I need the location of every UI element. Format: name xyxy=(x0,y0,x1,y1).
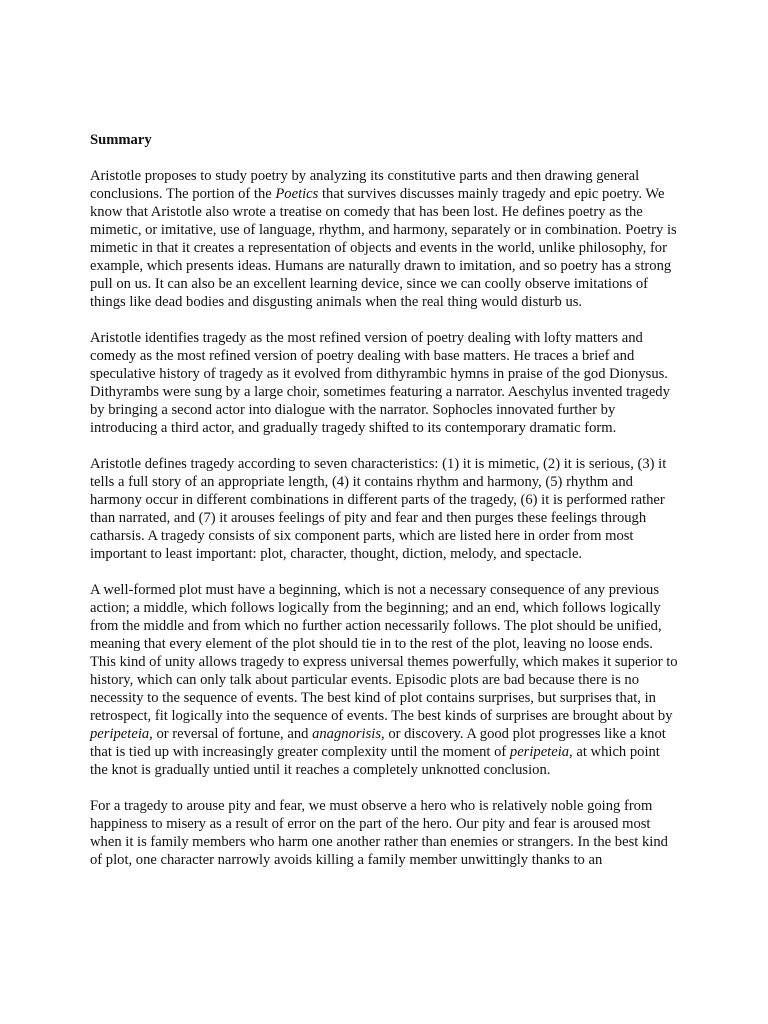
text-span: Aristotle identifies tragedy as the most refined version of poetry dealing with lofty matters and comedy as the most refined version of poetry dealing with base matters. He traces a brief and speculative history of tragedy as it evolved from dithyrambic hymns in praise of the god Dionysus. Dithyrambs were sung by a large choir, sometimes featuring a narrator. Aeschylus invented tragedy by bringing a second actor into dialogue with the narrator. Sophocles innovated further by introducing a third actor, and gradually tragedy shifted to its contemporary dramatic form. xyxy=(90,330,670,436)
paragraph-1 xyxy=(90,167,680,311)
text-span: Aristotle proposes to study poetry by analyzing its constitutive parts and then drawing general conclusions. The portion of the xyxy=(90,168,640,202)
text-span: that survives discusses mainly tragedy and epic poetry. We know that Aristotle also wrote a treatise on comedy that has been lost. He defines poetry as the mimetic, or imitative, use of language, rhythm, and harmony, separately or in combination. Poetry is mimetic in that it creates a representation of objects and events in the world, unlike philosophy, for example, which presents ideas. Humans are naturally drawn to imitation, and so poetry has a strong pull on us. It can also be an excellent learning device, since we can coolly observe imitations of things like dead bodies and disgusting animals when the real thing would disturb us. xyxy=(90,186,677,310)
paragraph-2 xyxy=(90,329,680,437)
paragraph-3 xyxy=(90,455,680,563)
text-span: or reversal of fortune, and xyxy=(152,726,313,742)
paragraph-5 xyxy=(90,797,680,869)
document-page xyxy=(90,131,680,887)
text-span: A well-formed plot must have a beginning, which is not a necessary consequence of any previous action; a middle, which follows logically from the beginning; and an end, which follows logically from the middle and from which no further action necessarily follows. The plot should be unified, meaning that every element of the plot should tie in to the rest of the plot, leaving no loose ends. This kind of unity allows tragedy to express universal themes powerfully, which makes it superior to history, which can only talk about particular events. Episodic plots are bad because there is no necessity to the sequence of events. The best kind of plot contains surprises, but surprises that, in retrospect, fit logically into the sequence of events. The best kinds of surprises are brought about by xyxy=(90,582,678,724)
text-span: For a tragedy to arouse pity and fear, we must observe a hero who is relatively noble going from happiness to misery as a result of error on the part of the hero. Our pity and fear is aroused most when it is family members who harm one another rather than enemies or strangers. In the best kind of plot, one character narrowly avoids killing a family member unwittingly thanks to an xyxy=(90,798,668,868)
italic-term: peripeteia, xyxy=(90,726,153,742)
section-heading: Summary xyxy=(90,132,152,148)
italic-title: Poetics xyxy=(275,186,319,202)
text-span: Aristotle defines tragedy according to seven characteristics: (1) it is mimetic, (2) it is serious, (3) it tells a full story of an appropriate length, (4) it contains rhythm and harmony, (5) rhythm and harmony occur in different combinations in different parts of the tragedy, (6) it is performed rather than narrated, and (7) it arouses feelings of pity and fear and then purges these feelings through catharsis. A tragedy consists of six component parts, which are listed here in order from most important to least important: plot, character, thought, diction, melody, and spectacle. xyxy=(90,456,667,562)
italic-term: anagnorisis xyxy=(312,726,382,742)
text-span: at which point the knot is gradually untied until it reaches a completely unknotted conclusion. xyxy=(90,744,660,778)
paragraph-4 xyxy=(90,581,680,779)
text-span: , or discovery. A good plot progresses like a knot that is tied up with increasingly greater complexity until the moment of xyxy=(90,726,666,760)
italic-term: peripeteia, xyxy=(509,744,573,760)
